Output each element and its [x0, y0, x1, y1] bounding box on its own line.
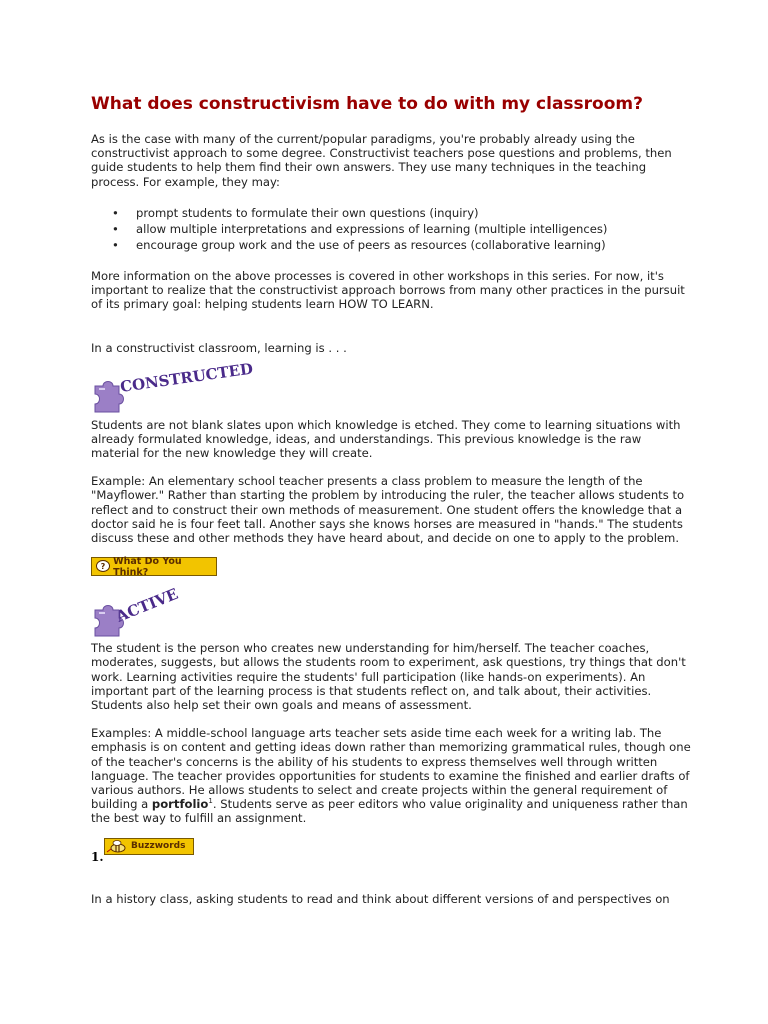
what-do-you-think-button[interactable]: [91, 557, 217, 576]
intro-paragraph: As is the case with many of the current/popular paradigms, you're probably already using the constructivist approach to some degree. Constructivist teachers pose questions and problems, then guide students to help them find their own answers. They use many techniques in the teaching process. For example, they may:: [91, 132, 672, 189]
bullet-icon: •: [112, 205, 119, 220]
techniques-list: [91, 205, 691, 253]
buzzwords-label: Buzzwords: [131, 841, 186, 852]
bullet-icon: •: [112, 237, 119, 252]
lead-in-text: In a constructivist classroom, learning is . . .: [91, 341, 347, 356]
footnote-reference[interactable]: 1: [208, 797, 213, 806]
question-bubble-icon: [95, 559, 111, 574]
active-example-text-end: . Students serve as peer editors who value originality and uniqueness rather than the best way to fulfill an assignment.: [91, 797, 688, 826]
list-item: [91, 237, 691, 253]
what-do-you-think-label: What Do You Think?: [113, 555, 182, 578]
list-item: [91, 205, 691, 221]
list-item-text: prompt students to formulate their own questions (inquiry): [136, 205, 479, 220]
active-banner-text: ACTIVE: [113, 584, 181, 626]
bee-icon: [105, 839, 131, 854]
list-item-text: encourage group work and the use of peers as resources (collaborative learning): [136, 237, 606, 252]
active-description: The student is the person who creates new understanding for him/herself. The teacher coaches, moderates, suggests, but allows the students room to experiment, ask questions, try things that don't work. Learning activities require the students' full participation (like hands-on experiments). An important part of the learning process is that students reflect on, and talk about, their activities. Students also help set their own goals and means of assessment.: [91, 641, 686, 713]
active-example-text: Examples: A middle-school language arts teacher sets aside time each week for a writing lab. The emphasis is on content and getting ideas down rather than memorizing grammatical rules, though one of the teacher's concerns is the ability of his students to express themselves well through written language. The teacher provides opportunities for students to examine the finished and earlier drafts of various authors. He allows students to select and create projects within the general requirement of building a: [91, 726, 691, 812]
bullet-icon: •: [112, 221, 119, 236]
active-example: [91, 726, 691, 825]
portfolio-term: portfolio: [151, 797, 209, 812]
constructed-banner-text: CONSTRUCTED: [119, 359, 255, 396]
document-content: [91, 92, 691, 906]
page-title: What does constructivism have to do with my classroom?: [91, 94, 643, 114]
footnote-number: 1.: [91, 849, 104, 864]
active-banner-image: [91, 584, 181, 638]
constructed-banner-image: [91, 359, 255, 414]
footnote-row: [91, 838, 691, 866]
constructed-example: Example: An elementary school teacher presents a class problem to measure the length of the "Mayflower." Rather than starting the problem by introducing the ruler, the teacher allows students to reflect and to construct their own methods of measurement. One student offers the knowledge that a doctor said he is four feet tall. Another says she knows horses are measured in "hands." The students discuss these and other methods they have heard about, and decide on one to apply to the problem.: [91, 474, 685, 546]
history-paragraph: In a history class, asking students to read and think about different versions of and perspectives on: [91, 891, 670, 906]
svg-text:?: ?: [100, 562, 105, 572]
constructed-description: Students are not blank slates upon which knowledge is etched. They come to learning situations with already formulated knowledge, ideas, and understandings. This previous knowledge is the raw material for the new knowledge they will create.: [91, 417, 681, 461]
list-item: [91, 221, 691, 237]
more-info-paragraph: More information on the above processes is covered in other workshops in this series. For now, it's important to realize that the constructivist approach borrows from many other practices in the pursuit of its primary goal: helping students learn HOW TO LEARN.: [91, 268, 685, 312]
buzzwords-button[interactable]: [104, 838, 194, 855]
list-item-text: allow multiple interpretations and expressions of learning (multiple intelligences): [136, 221, 608, 236]
